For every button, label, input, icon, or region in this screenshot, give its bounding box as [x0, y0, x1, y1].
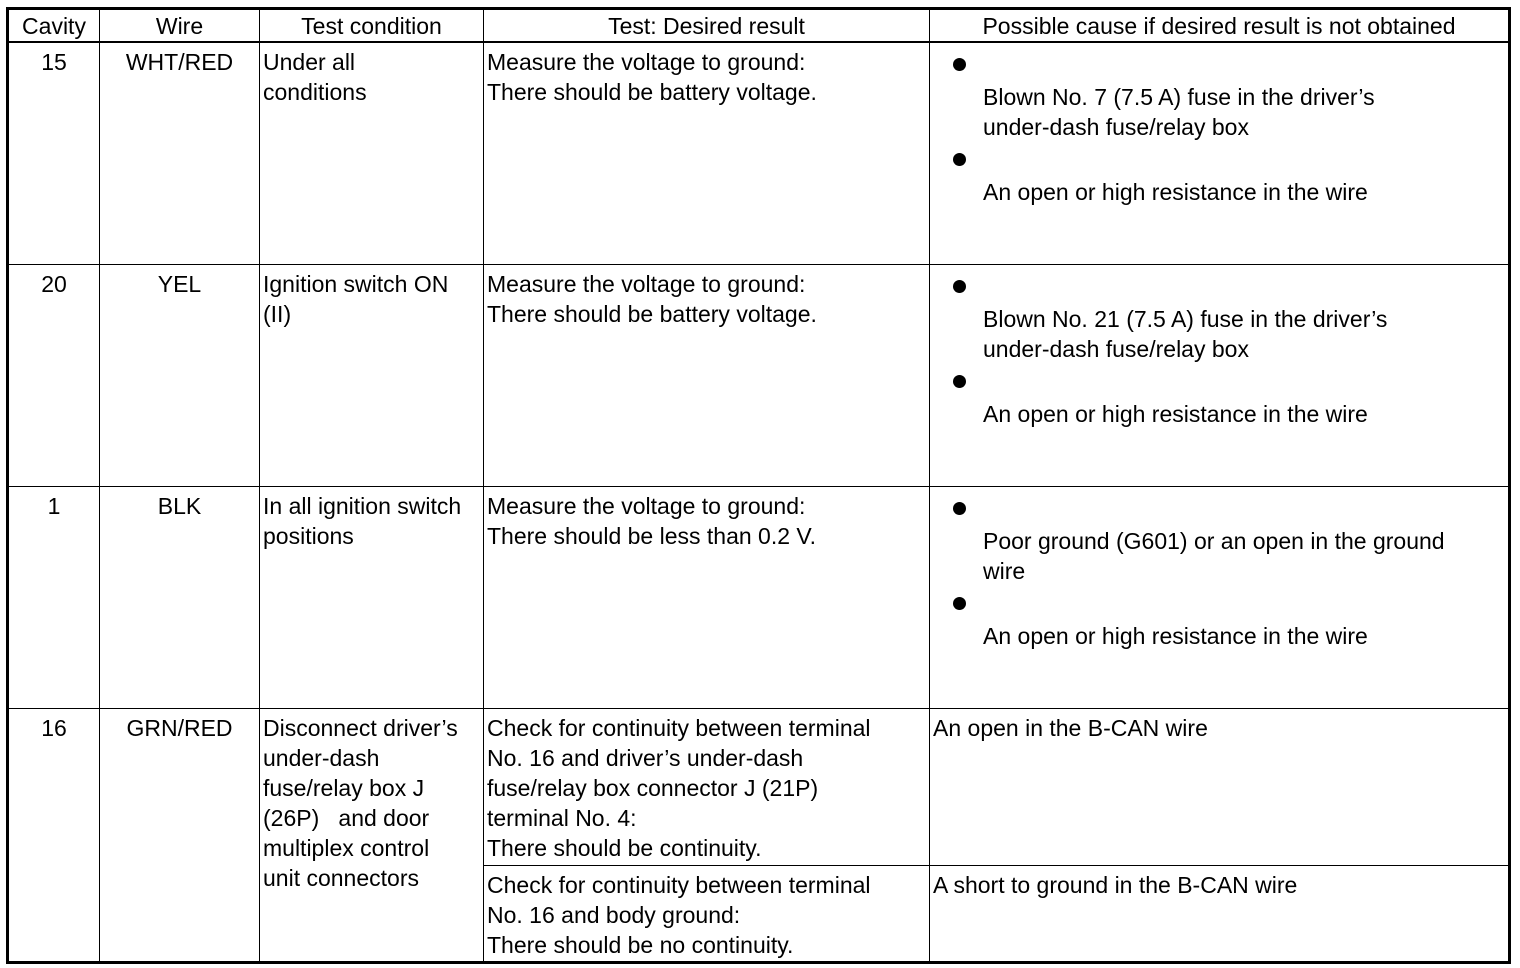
result-line: No. 16 and driver’s under-dash [487, 744, 804, 771]
cause-line: A short to ground in the B-CAN wire [933, 871, 1298, 898]
condition-cell [260, 264, 484, 486]
cause-item [983, 621, 1508, 651]
result-line: Check for continuity between terminal [487, 714, 871, 741]
condition-line: Disconnect driver’s [263, 714, 458, 741]
result-cell [484, 264, 930, 486]
result-line: terminal No. 4: [487, 804, 637, 831]
condition-cell [260, 486, 484, 708]
diagnostic-table [6, 7, 1511, 964]
condition-line: fuse/relay box J [263, 774, 425, 801]
result-line: Measure the voltage to ground: [487, 492, 806, 519]
cause-item [983, 304, 1508, 364]
header-wire: Wire [100, 9, 260, 43]
condition-line: multiplex control [263, 834, 430, 861]
condition-line: Under all [263, 49, 356, 75]
condition-line: In all ignition switch [263, 492, 462, 519]
condition-line: under-dash [263, 744, 380, 771]
result-cell [484, 708, 930, 865]
cause-cell [930, 42, 1510, 264]
condition-line: Ignition switch ON [263, 270, 449, 297]
cause-cell [930, 865, 1510, 962]
table-row [8, 42, 1510, 264]
header-cavity: Cavity [8, 9, 100, 43]
cause-line: under-dash fuse/relay box [983, 335, 1249, 362]
condition-line: conditions [263, 79, 367, 105]
cause-item [983, 177, 1508, 207]
cause-line: An open or high resistance in the wire [983, 400, 1368, 427]
cause-item [983, 82, 1508, 142]
bullet-icon [953, 153, 966, 166]
cause-line: An open or high resistance in the wire [983, 622, 1368, 649]
result-cell [484, 486, 930, 708]
bullet-icon [953, 58, 966, 71]
cause-line: under-dash fuse/relay box [983, 114, 1249, 140]
condition-cell [260, 42, 484, 264]
table-row [8, 708, 1510, 865]
result-line: Measure the voltage to ground: [487, 270, 806, 297]
result-cell [484, 865, 930, 962]
result-line: There should be no continuity. [487, 931, 794, 958]
cause-item [983, 399, 1508, 429]
table-row [8, 264, 1510, 486]
condition-line: positions [263, 522, 354, 549]
cause-line: Blown No. 7 (7.5 A) fuse in the driver’s [983, 84, 1375, 110]
wire-cell: YEL [100, 264, 260, 486]
cause-cell [930, 708, 1510, 865]
cavity-cell: 20 [8, 264, 100, 486]
result-line: fuse/relay box connector J (21P) [487, 774, 819, 801]
table-header-row [8, 9, 1510, 43]
cause-line: An open in the B-CAN wire [933, 714, 1208, 741]
result-line: There should be continuity. [487, 834, 762, 861]
header-test-condition: Test condition [260, 9, 484, 43]
cause-cell [930, 486, 1510, 708]
cavity-cell: 16 [8, 708, 100, 962]
result-line: Check for continuity between terminal [487, 871, 871, 898]
cause-cell [930, 264, 1510, 486]
cause-line: Poor ground (G601) or an open in the ground [983, 527, 1445, 554]
result-cell [484, 42, 930, 264]
bullet-icon [953, 597, 966, 610]
bullet-icon [953, 502, 966, 515]
header-possible-cause: Possible cause if desired result is not obtained [930, 9, 1510, 43]
result-line: There should be battery voltage. [487, 79, 817, 105]
condition-line: (26P) and door [263, 804, 430, 831]
result-line: There should be battery voltage. [487, 300, 817, 327]
table-row [8, 486, 1510, 708]
condition-line: (II) [263, 300, 292, 327]
cause-line: Blown No. 21 (7.5 A) fuse in the driver’s [983, 305, 1388, 332]
cavity-cell: 1 [8, 486, 100, 708]
cause-line: wire [983, 557, 1026, 584]
cavity-cell: 15 [8, 42, 100, 264]
result-line: Measure the voltage to ground: [487, 49, 806, 75]
bullet-icon [953, 280, 966, 293]
condition-cell [260, 708, 484, 962]
bullet-icon [953, 375, 966, 388]
result-line: No. 16 and body ground: [487, 901, 741, 928]
header-desired-result: Test: Desired result [484, 9, 930, 43]
cause-line: An open or high resistance in the wire [983, 179, 1368, 205]
condition-line: unit connectors [263, 864, 419, 891]
wire-cell: WHT/RED [100, 42, 260, 264]
wire-cell: BLK [100, 486, 260, 708]
cause-item [983, 526, 1508, 586]
result-line: There should be less than 0.2 V. [487, 522, 817, 549]
wire-cell: GRN/RED [100, 708, 260, 962]
